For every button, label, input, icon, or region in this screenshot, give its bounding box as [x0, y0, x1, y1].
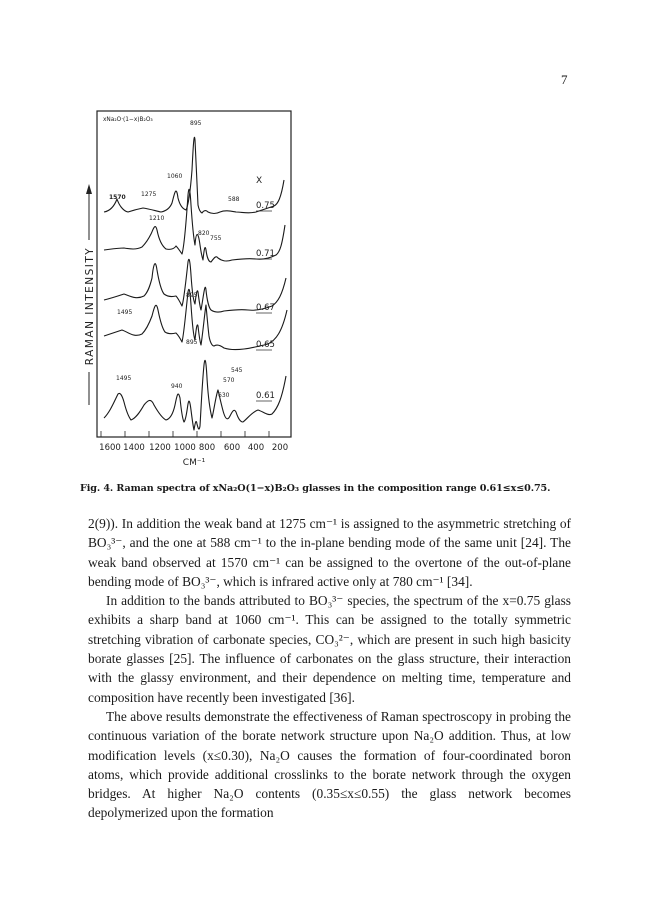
y-axis-label: RAMAN INTENSITY	[84, 246, 96, 366]
figure-caption: Fig. 4. Raman spectra of xNa₂O(1−x)B₂O₃ glasses in the composition range 0.61≤x≤0.75.	[80, 483, 551, 494]
peak-label: 895	[186, 292, 198, 299]
peak-label: 1210	[149, 215, 165, 222]
x-axis-unit: CM⁻¹	[182, 458, 206, 468]
x-tick-label: 1000	[174, 443, 196, 453]
peak-label: 1570	[109, 194, 126, 201]
curve-x-label: 0.71	[256, 249, 275, 259]
x-tick-label: 800	[198, 443, 216, 453]
peak-label: 820	[198, 230, 210, 237]
curve-x-label: 0.65	[256, 340, 275, 350]
curve-x-label: 0.75	[256, 201, 275, 211]
page-number: 7	[561, 72, 568, 87]
x-tick-label: 200	[271, 443, 289, 453]
peak-label: 940	[171, 383, 183, 390]
plot-frame	[97, 111, 291, 437]
peak-label: 588	[228, 196, 240, 203]
peak-label: 545	[231, 367, 243, 374]
x-header: X	[256, 176, 263, 186]
peak-label: 1495	[116, 375, 132, 382]
peak-label: 755	[210, 235, 222, 242]
peak-label: 1275	[141, 191, 157, 198]
curve-x-label: 0.67	[256, 303, 275, 313]
curve-x-label: 0.61	[256, 391, 275, 401]
x-tick-label: 1400	[123, 443, 145, 453]
peak-label: 895	[186, 339, 198, 346]
paragraph: The above results demonstrate the effectiveness of Raman spectroscopy in probing the continuous variation of the borate network structure upon Na₂O addition. Thus, at low modification levels (x≤0.30), Na₂O causes the formation of four-coordinated boron atoms, which provide additional crosslinks to the borate network through the oxygen bridges. At higher Na₂O contents (0.35≤x≤0.55) the glass network becomes depolymerized upon the formation	[88, 708, 571, 821]
y-axis-arrow	[86, 184, 92, 194]
peak-label: 1495	[117, 309, 133, 316]
x-tick-label: 1200	[149, 443, 171, 453]
paragraph: 2(9)). In addition the weak band at 1275 cm⁻¹ is assigned to the asymmetric stretching of BO₃³⁻, and the one at 588 cm⁻¹ to the in-plane bending mode of the same unit [24]. The weak band observed at 1570 cm⁻¹ can be assigned to the overtone of the out-of-plane bending mode of BO₃³⁻, which is infrared active only at 780 cm⁻¹ [34].	[88, 516, 571, 589]
peak-label: 895	[190, 120, 202, 127]
x-tick-label: 400	[247, 443, 265, 453]
formula-label: xNa₂O·(1−x)B₂O₃	[103, 117, 153, 123]
peak-label: 1060	[167, 173, 183, 180]
x-tick-label: 1600	[99, 443, 121, 453]
peak-label: 570	[223, 377, 235, 384]
paragraph: In addition to the bands attributed to BO₃³⁻ species, the spectrum of the x=0.75 glass exhibits a sharp band at 1060 cm⁻¹. This can be assigned to the totally symmetric stretching vibration of carbonate species, CO₃²⁻, which are present in such high basicity borate glasses [25]. The influence of carbonates on the glass structure, their interaction with the glassy environment, and their dependence on melting time, temperature and composition have recently been investigated [36].	[88, 593, 571, 705]
peak-label: 630	[218, 392, 230, 399]
body-text	[88, 514, 571, 823]
x-tick-label: 600	[223, 443, 241, 453]
